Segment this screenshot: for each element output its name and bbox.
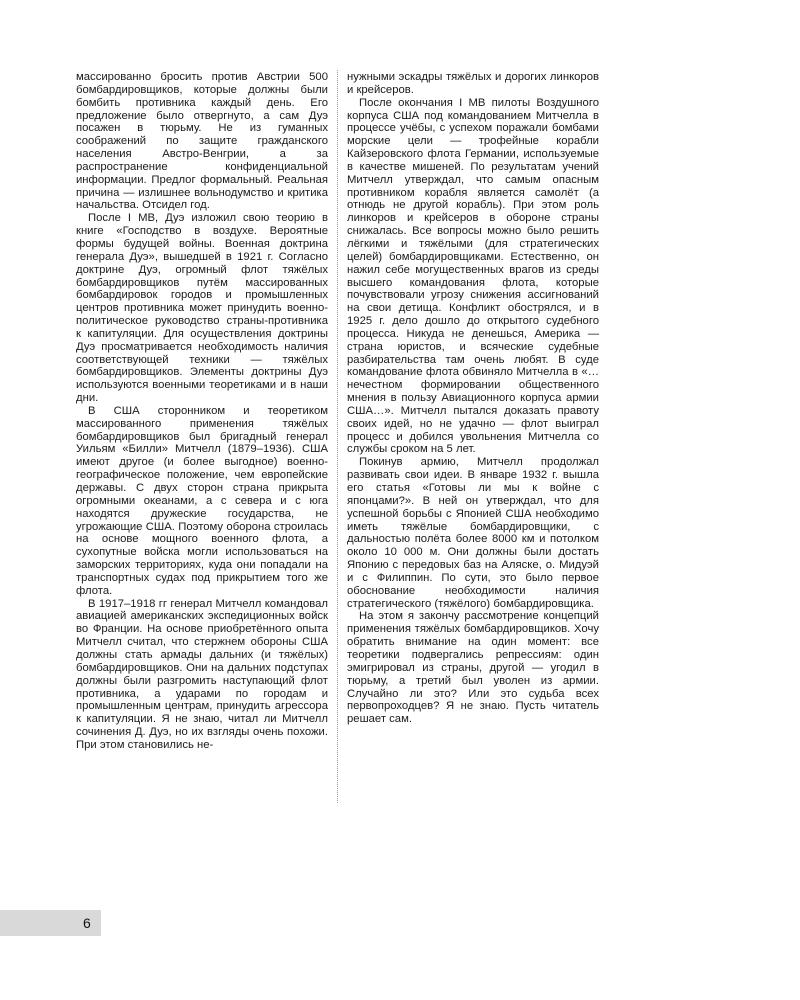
- paragraph: нужными эскадры тяжёлых и дорогих линкоров и крейсеров.: [347, 71, 599, 96]
- left-column: [76, 71, 328, 752]
- paragraph: В 1917–1918 гг генерал Митчелл командовал авиацией американских экспедиционных войск во Франции. На основе приобретённого опыта Митчелл считал, что стержнем обороны США должны стать армады дальних (и тяжёлых) бомбардировщиков. Они на дальних подступах должны были разгромить наступающий флот противника, а ударами по городам и промышленным центрам, принудить агрессора к капитуляции. Я не знаю, читал ли Митчелл сочинения Д. Дуэ, но их взгляды очень похожи. При этом становились не-: [76, 597, 328, 751]
- right-column: [347, 71, 599, 726]
- paragraph: На этом я закончу рассмотрение концепций применения тяжёлых бомбардировщиков. Хочу обратить внимание на один момент: все теоретики подвергались репрессиям: один эмигрировал из страны, другой — угодил в тюрьму, а третий был уволен из армии. Случайно ли это? Или это судьба всех первопроходцев? Я не знаю. Пусть читатель решает сам.: [347, 610, 599, 726]
- paragraph: Покинув армию, Митчелл продолжал развивать свои идеи. В январе 1932 г. вышла его статья «Готовы ли мы к войне с японцами?». В ней он утверждал, что для успешной борьбы с Японией США необходимо иметь тяжёлые бомбардировщики, с дальностью полёта более 8000 км и потолком около 10 000 м. Они должны были достать Японию с передовых баз на Аляске, о. Мидуэй и с Филиппин. По сути, это было первое обоснование необходимости наличия стратегического (тяжёлого) бомбардировщика.: [347, 456, 599, 610]
- column-divider: [337, 70, 338, 803]
- paragraph: После I МВ, Дуэ изложил свою теорию в книге «Господство в воздухе. Вероятные формы будущей войны. Военная доктрина генерала Дуэ», вышедшей в 1921 г. Согласно доктрине Дуэ, огромный флот тяжёлых бомбардировщиков путём массированных бомбардировок городов и промышленных центров противника может принудить военно-политическое руководство страны-противника к капитуляции. Для осуществления доктрины Дуэ просматривается необходимость наличия соответствующей техники — тяжёлых бомбардировщиков. Элементы доктрины Дуэ используются военными теоретиками и в наши дни.: [76, 212, 328, 405]
- page-number: 6: [83, 915, 91, 931]
- paragraph: массированно бросить против Австрии 500 бомбардировщиков, которые должны были бомбить противника каждый день. Его предложение было отвергнуто, а сам Дуэ посажен в тюрьму. Не из гуманных соображений по защите гражданского населения Австро-Венгрии, а за распространение конфиденциальной информации. Предлог формальный. Реальная причина — излишнее вольнодумство и критика начальства. Отсидел год.: [76, 71, 328, 212]
- paragraph: После окончания I МВ пилоты Воздушного корпуса США под командованием Митчелла в процессе учёбы, с успехом поражали бомбами морские цели — трофейные корабли Кайзеровского флота Германии, используемые в качестве мишеней. По результатам учений Митчелл утверждал, что самым опасным противником корабля является самолёт (а отнюдь не другой корабль). При этом роль линкоров и крейсеров в обороне страны снижалась. Все вопросы можно было решить лёгкими и тяжёлыми (для стратегических целей) бомбардировщиками. Естественно, он нажил себе могущественных врагов из среды высшего командования флота, которые почувствовали угрозу снижения ассигнований на свои детища. Конфликт обострялся, и в 1925 г. дело дошло до открытого судебного процесса. Никуда не денешься, Америка — страна юристов, и всяческие судебные разбирательства там очень любят. В суде командование флота обвиняло Митчелла в «…нечестном формировании общественного мнения в пользу Авиационного корпуса армии США…». Митчелл пытался доказать правоту своих идей, но не удачно — флот выиграл процесс и добился увольнения Митчелла со службы сроком на 5 лет.: [347, 96, 599, 456]
- paragraph: В США сторонником и теоретиком массированного применения тяжёлых бомбардировщиков был бригадный генерал Уильям «Билли» Митчелл (1879–1936). США имеют другое (и более выгодное) военно-географическое положение, чем европейские державы. С двух сторон страна прикрыта огромными океанами, а с севера и с юга находятся дружеские государства, не угрожающие США. Поэтому оборона строилась на основе мощного военного флота, а сухопутные войска могли использоваться на заморских территориях, куда они попадали на транспортных судах под прикрытием того же флота.: [76, 404, 328, 597]
